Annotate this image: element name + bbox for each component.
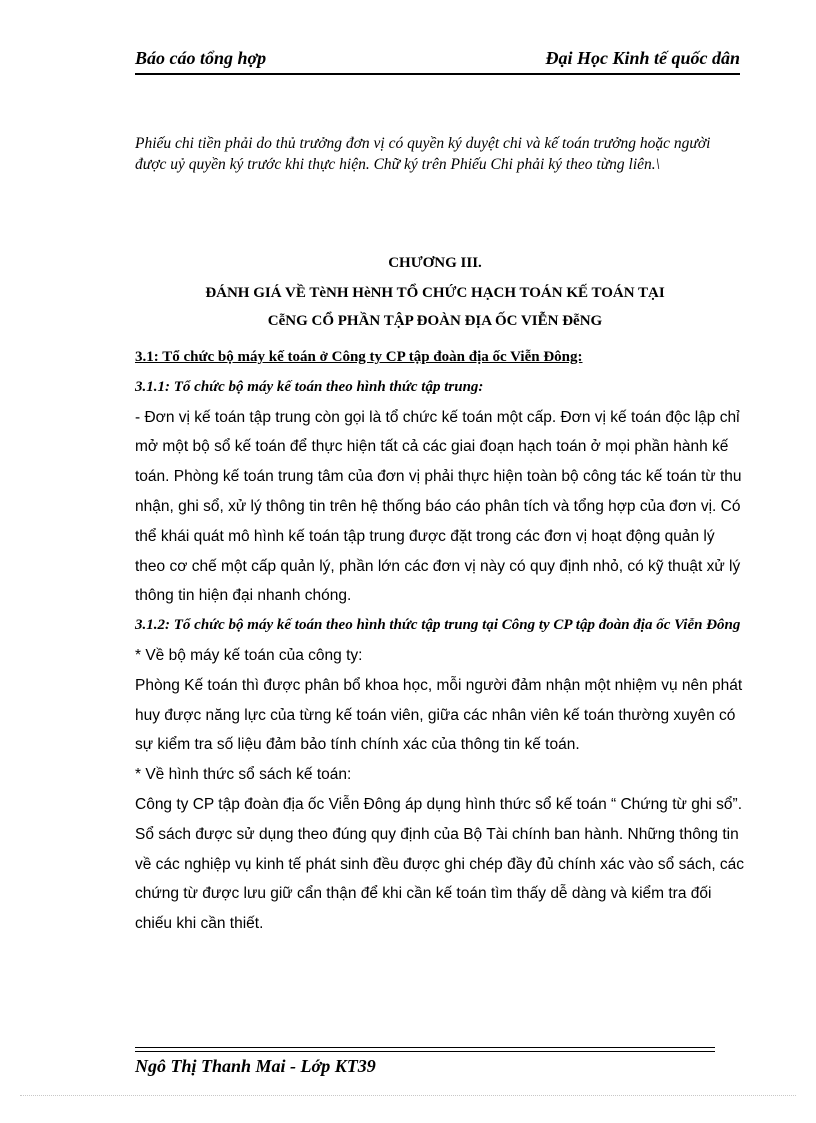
bullet-accounting-apparatus: * Về bộ máy kế toán của công ty: <box>135 646 363 664</box>
footer-divider <box>135 1047 715 1052</box>
header-report-title: Báo cáo tổng hợp <box>135 48 267 68</box>
accounting-apparatus-text: Phòng Kế toán thì được phân bổ khoa học, mỗi người đảm nhận một nhiệm vụ nên phát huy được năng lực của từng kế toán viên, giữa các nhân viên kế toán thường xuyên có sự kiểm tra số liệu đảm bảo tính chính xác của thông tin kế toán. <box>135 676 743 754</box>
page-header <box>135 48 740 75</box>
bookkeeping-form-text: Công ty CP tập đoàn địa ốc Viễn Đông áp dụng hình thức sổ kế toán “ Chứng từ ghi sổ”. Sổ sách được sử dụng theo đúng quy định của Bộ Tài chính ban hành. Những thông tin về các nghiệp vụ kinh tế phát sinh đều được ghi chép đầy đủ chính xác vào sổ sách, các chứng từ được lưu giữ cẩn thận để khi cần kế toán tìm thấy dễ dàng và kiểm tra đối chiếu khi cần thiết. <box>135 795 745 933</box>
intro-paragraph: Phiếu chi tiền phải do thủ trưởng đơn vị có quyền ký duyệt chi và kế toán trưởng hoặc người được uỷ quyền ký trước khi thực hiện. Chữ ký trên Phiếu Chi phải ký theo từng liên.\ <box>135 135 711 173</box>
main-content <box>135 343 745 939</box>
subsection-1-text: - Đơn vị kế toán tập trung còn gọi là tổ chức kế toán một cấp. Đơn vị kế toán độc lập chỉ mở một bộ sổ kế toán để thực hiện tất cả các giai đoạn hạch toán ở mọi phần hành kế toán. Phòng kế toán trung tâm của đơn vị phải thực hiện toàn bộ công tác kế toán từ thu nhận, ghi sổ, xử lý thông tin trên hệ thống báo cáo phân tích và tổng hợp của đơn vị. Có thể khái quát mô hình kế toán tập trung được đặt trong các đơn vị hoạt động quản lý theo cơ chế một cấp quản lý, phần lớn các đơn vị này có quy định nhỏ, có kỹ thuật xử lý thông tin hiện đại nhanh chóng. <box>135 408 742 605</box>
chapter-title-line1: ĐÁNH GIÁ VỀ TèNH HèNH TỔ CHỨC HẠCH TOÁN KẾ TOÁN TẠI <box>205 285 665 301</box>
page-bottom-dotted-line <box>20 1095 796 1096</box>
chapter-title-line2: CễNG CỔ PHẦN TẬP ĐOÀN ĐỊA ỐC VIỄN ĐễNG <box>267 313 603 329</box>
footer-author: Ngô Thị Thanh Mai - Lớp KT39 <box>135 1056 376 1076</box>
header-university: Đại Học Kinh tế quốc dân <box>545 48 740 68</box>
subsection-heading-2: 3.1.2: Tổ chức bộ máy kế toán theo hình thức tập trung tại Công ty CP tập đoàn địa ốc Viễn Đông <box>135 617 741 634</box>
subsection-heading-1: 3.1.1: Tổ chức bộ máy kế toán theo hình thức tập trung: <box>135 378 484 395</box>
section-heading: 3.1: Tổ chức bộ máy kế toán ở Công ty CP tập đoàn địa ốc Viễn Đông: <box>135 349 583 365</box>
chapter-number: CHƯƠNG III. <box>388 255 482 271</box>
bullet-bookkeeping-form: * Về hình thức sổ sách kế toán: <box>135 766 352 784</box>
